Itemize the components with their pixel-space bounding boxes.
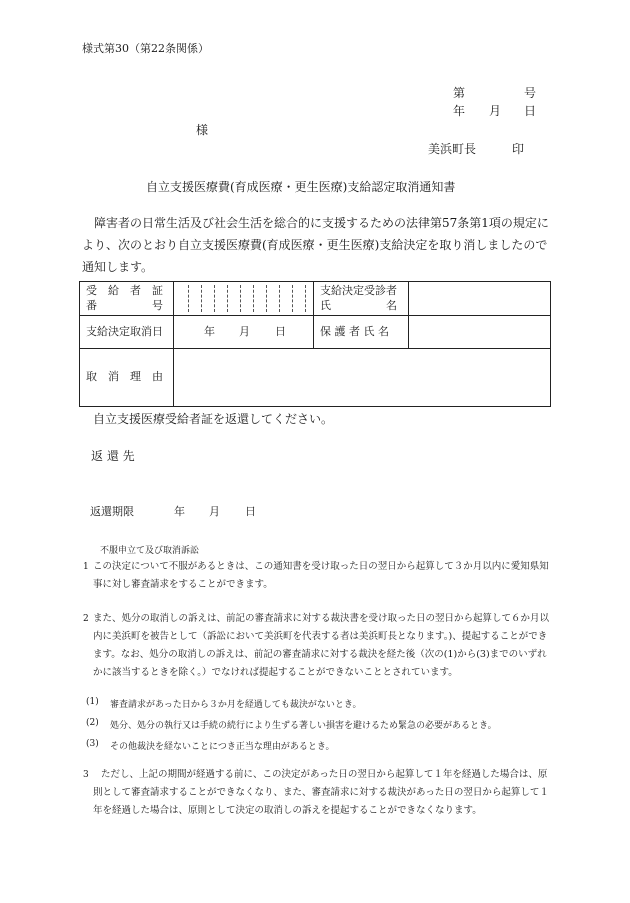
- digit-separator: [188, 285, 189, 312]
- addressee: 様: [196, 123, 209, 137]
- issuer: 美浜町長: [428, 142, 477, 156]
- number-suffix: 号: [524, 86, 537, 100]
- info-table: [79, 281, 551, 407]
- digit-separator: [253, 285, 254, 312]
- recipient-number-label-1: 受 給 者 証: [86, 284, 163, 297]
- guardian-label: 保 護 者 氏 名: [320, 325, 389, 338]
- date-month: 月: [489, 104, 502, 118]
- appeal-subitem-number: (1): [86, 697, 99, 707]
- return-to-label: 返 還 先: [91, 449, 135, 463]
- table-col-divider: [173, 282, 174, 406]
- table-row-divider: [80, 348, 550, 349]
- table-row-divider: [80, 315, 550, 316]
- intro-paragraph: 障害者の日常生活及び社会生活を総合的に支援するための法律第57条第1項の規定により、次のとおり自立支援医療費(育成医療・更生医療)支給決定を取り消しましたので通知します。: [82, 216, 549, 274]
- seal: 印: [512, 142, 525, 156]
- digit-separator: [227, 285, 228, 312]
- digit-separator: [292, 285, 293, 312]
- digit-separator: [279, 285, 280, 312]
- appeal-item-2: また、処分の取消しの訴えは、前記の審査請求に対する裁決書を受け取った日の翌日から起算して６か月以内に美浜町を被告として（訴訟において美浜町を代表する者は美浜町長となります。)、提起することができます。なお、処分の取消しの訴えは、前記の審査請求に対する裁決を経た後（次の(1)から(3)までのいずれかに該当するときを除く。）でなければ提起することができないこととされています。: [93, 613, 550, 678]
- table-col-divider: [408, 282, 409, 348]
- table-col-divider: [313, 282, 314, 348]
- reason-label: 取 消 理 由: [86, 370, 163, 383]
- return-deadline-day: 日: [245, 505, 256, 518]
- appeal-item-1: この決定について不服があるときは、この通知書を受け取った日の翌日から起算して３か月以内に愛知県知事に対し審査請求をすることができます。: [93, 561, 549, 590]
- return-deadline-month: 月: [209, 505, 220, 518]
- appeal-item-number: 2: [83, 614, 89, 624]
- return-deadline-year: 年: [174, 505, 185, 518]
- digit-separator: [214, 285, 215, 312]
- document-title: 自立支援医療費(育成医療・更生医療)支給認定取消通知書: [146, 180, 456, 194]
- appeal-item-number: 3: [83, 770, 89, 780]
- digit-separator: [305, 285, 306, 312]
- date-year: 年: [453, 104, 466, 118]
- form-id: 様式第30（第22条関係）: [82, 42, 209, 55]
- digit-separator: [201, 285, 202, 312]
- number-prefix: 第: [453, 86, 466, 100]
- digit-separator: [266, 285, 267, 312]
- appeal-item-number: 1: [83, 562, 89, 572]
- cancel-date-day: 日: [275, 325, 286, 338]
- cancel-date-month: 月: [239, 325, 250, 338]
- appeal-heading: 不服申立て及び取消訴訟: [100, 546, 200, 556]
- appeal-subitem-number: (3): [86, 739, 99, 749]
- cancel-date-year: 年: [204, 325, 215, 338]
- appeal-item-3: ただし、上記の期間が経過する前に、この決定があった日の翌日から起算して１年を経過した場合は、原則として審査請求することができなくなり、また、審査請求に対する裁決があった日の翌日から起算して１年を経過した場合は、原則として決定の取消しの訴えを提起することができなくなります。: [93, 769, 549, 816]
- date-day: 日: [524, 104, 537, 118]
- recipient-number-label-2: 番 号: [86, 299, 163, 312]
- return-notice: 自立支援医療受給者証を返還してください。: [93, 412, 334, 426]
- appeal-subitem-1: 審査請求があった日から３か月を経過しても裁決がないとき。: [110, 700, 362, 710]
- patient-name-label-1: 支給決定受診者: [320, 284, 397, 297]
- return-deadline-label: 返還期限: [90, 505, 134, 518]
- appeal-subitem-number: (2): [86, 718, 99, 728]
- cancel-date-label: 支給決定取消日: [86, 325, 163, 338]
- digit-separator: [240, 285, 241, 312]
- patient-name-label-2: 氏 名: [320, 299, 397, 312]
- appeal-subitem-3: その他裁決を経ないことにつき正当な理由があるとき。: [110, 742, 335, 752]
- appeal-subitem-2: 処分、処分の執行又は手続の続行により生ずる著しい損害を避けるため緊急の必要があるとき。: [110, 721, 497, 731]
